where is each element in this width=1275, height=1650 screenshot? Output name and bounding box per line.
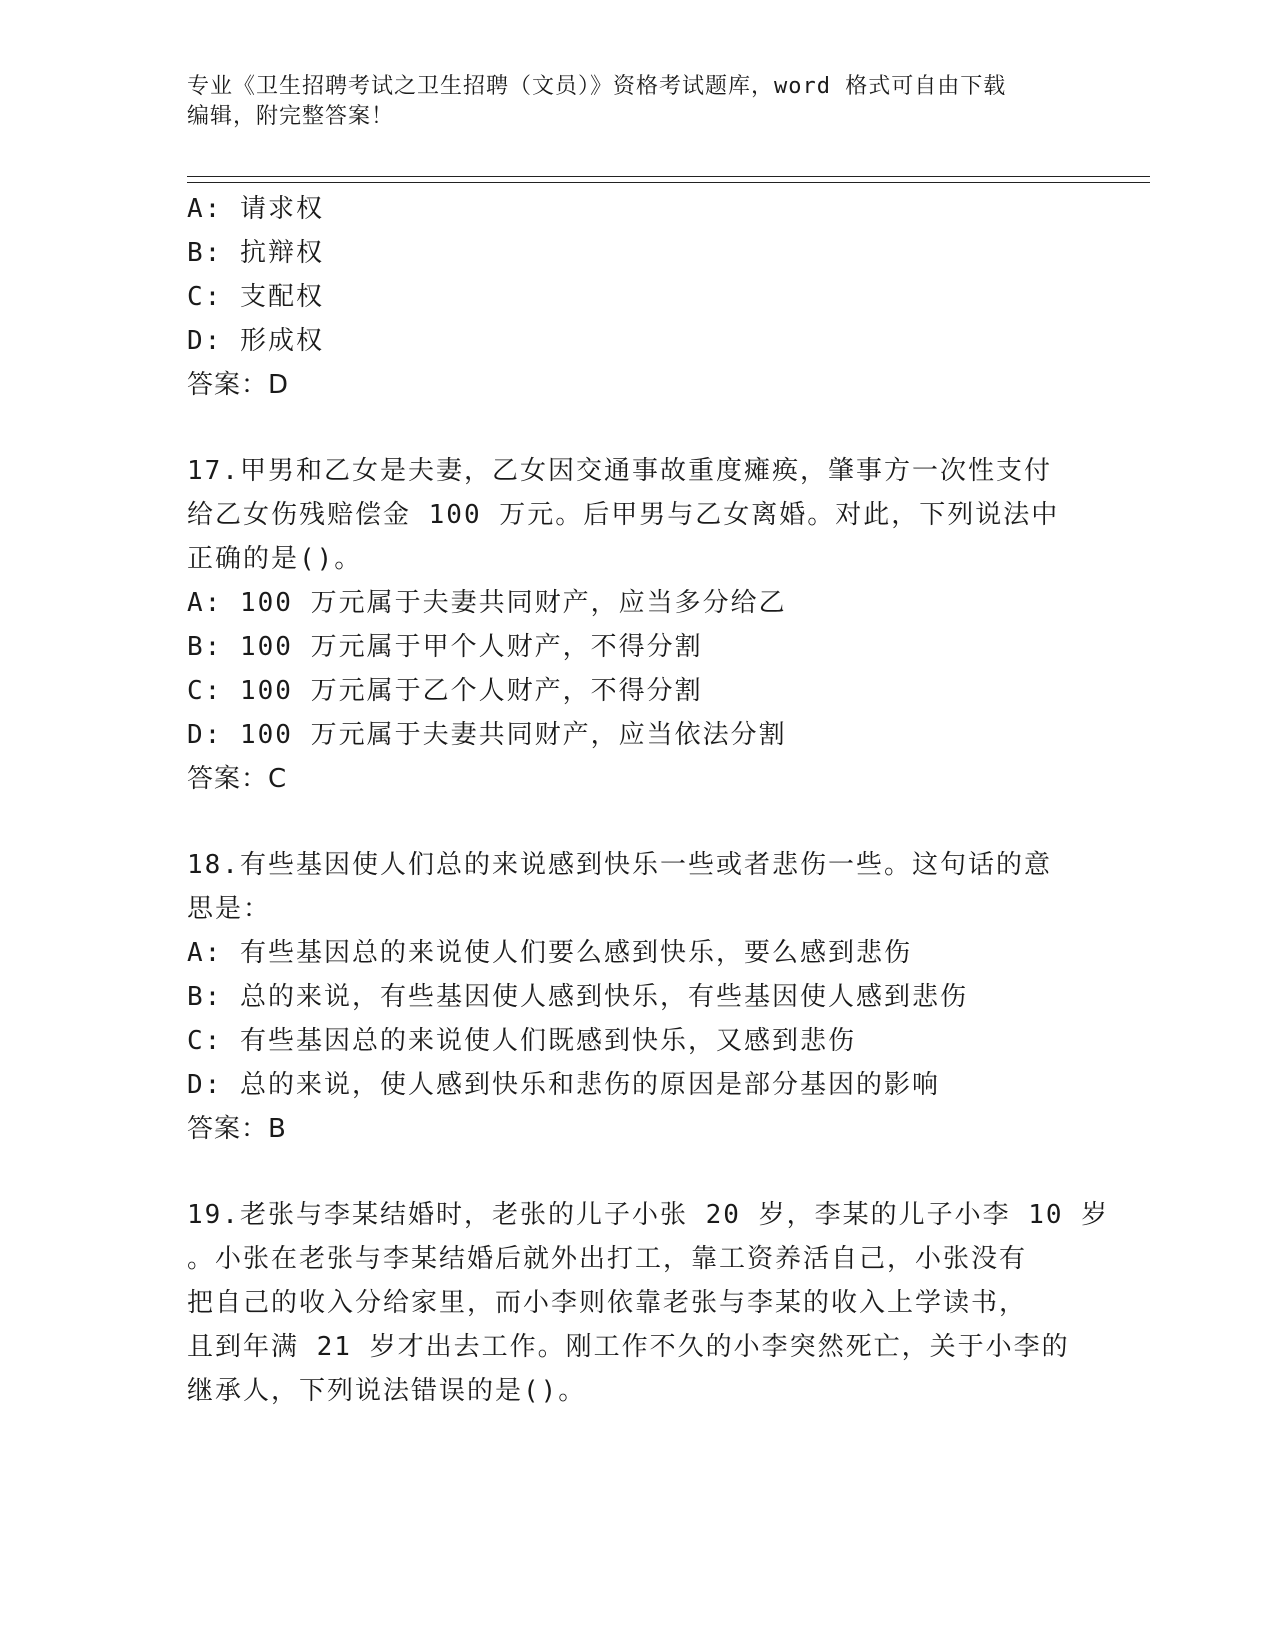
q19-stem-line-1: 19.老张与李某结婚时，老张的儿子小张 20 岁，李某的儿子小李 10 岁 [187, 1200, 1110, 1230]
q18-option-d: D: 总的来说，使人感到快乐和悲伤的原因是部分基因的影响 [187, 1070, 940, 1100]
q17-stem-line-2: 给乙女伤残赔偿金 100 万元。后甲男与乙女离婚。对此，下列说法中 [187, 500, 1060, 530]
page-header [187, 72, 1087, 132]
q16-answer: 答案：D [187, 370, 290, 400]
q17-option-d: D: 100 万元属于夫妻共同财产，应当依法分割 [187, 720, 787, 750]
header-line-1: 专业《卫生招聘考试之卫生招聘（文员）》资格考试题库，word 格式可自由下载 [187, 74, 1007, 99]
q18-option-b: B: 总的来说，有些基因使人感到快乐，有些基因使人感到悲伤 [187, 982, 968, 1012]
header-divider-bottom [187, 182, 1150, 183]
q17-stem-line-3: 正确的是()。 [187, 544, 363, 574]
q18-option-c: C: 有些基因总的来说使人们既感到快乐，又感到悲伤 [187, 1026, 856, 1056]
q18-answer: 答案：B [187, 1114, 287, 1144]
header-line-2: 编辑，附完整答案！ [187, 104, 395, 129]
q16-option-c: C: 支配权 [187, 282, 324, 312]
q16-option-a: A: 请求权 [187, 194, 324, 224]
q17-option-c: C: 100 万元属于乙个人财产，不得分割 [187, 676, 703, 706]
q16-option-d: D: 形成权 [187, 326, 324, 356]
q17-option-b: B: 100 万元属于甲个人财产，不得分割 [187, 632, 703, 662]
q18-stem-line-2: 思是： [187, 894, 272, 924]
q17-answer: 答案：C [187, 764, 288, 794]
q18-stem-line-1: 18.有些基因使人们总的来说感到快乐一些或者悲伤一些。这句话的意 [187, 850, 1052, 880]
q17-stem-line-1: 17.甲男和乙女是夫妻，乙女因交通事故重度瘫痪，肇事方一次性支付 [187, 456, 1052, 486]
q19-stem-line-5: 继承人，下列说法错误的是()。 [187, 1376, 587, 1406]
q19-stem-line-3: 把自己的收入分给家里，而小李则依靠老张与李某的收入上学读书， [187, 1288, 1028, 1318]
header-divider-top [187, 176, 1150, 177]
q18-option-a: A: 有些基因总的来说使人们要么感到快乐，要么感到悲伤 [187, 938, 912, 968]
q17-option-a: A: 100 万元属于夫妻共同财产，应当多分给乙 [187, 588, 787, 618]
q16-option-b: B: 抗辩权 [187, 238, 324, 268]
q19-stem-line-4: 且到年满 21 岁才出去工作。刚工作不久的小李突然死亡，关于小李的 [187, 1332, 1070, 1362]
q19-stem-line-2: 。小张在老张与李某结婚后就外出打工，靠工资养活自己，小张没有 [187, 1244, 1028, 1274]
